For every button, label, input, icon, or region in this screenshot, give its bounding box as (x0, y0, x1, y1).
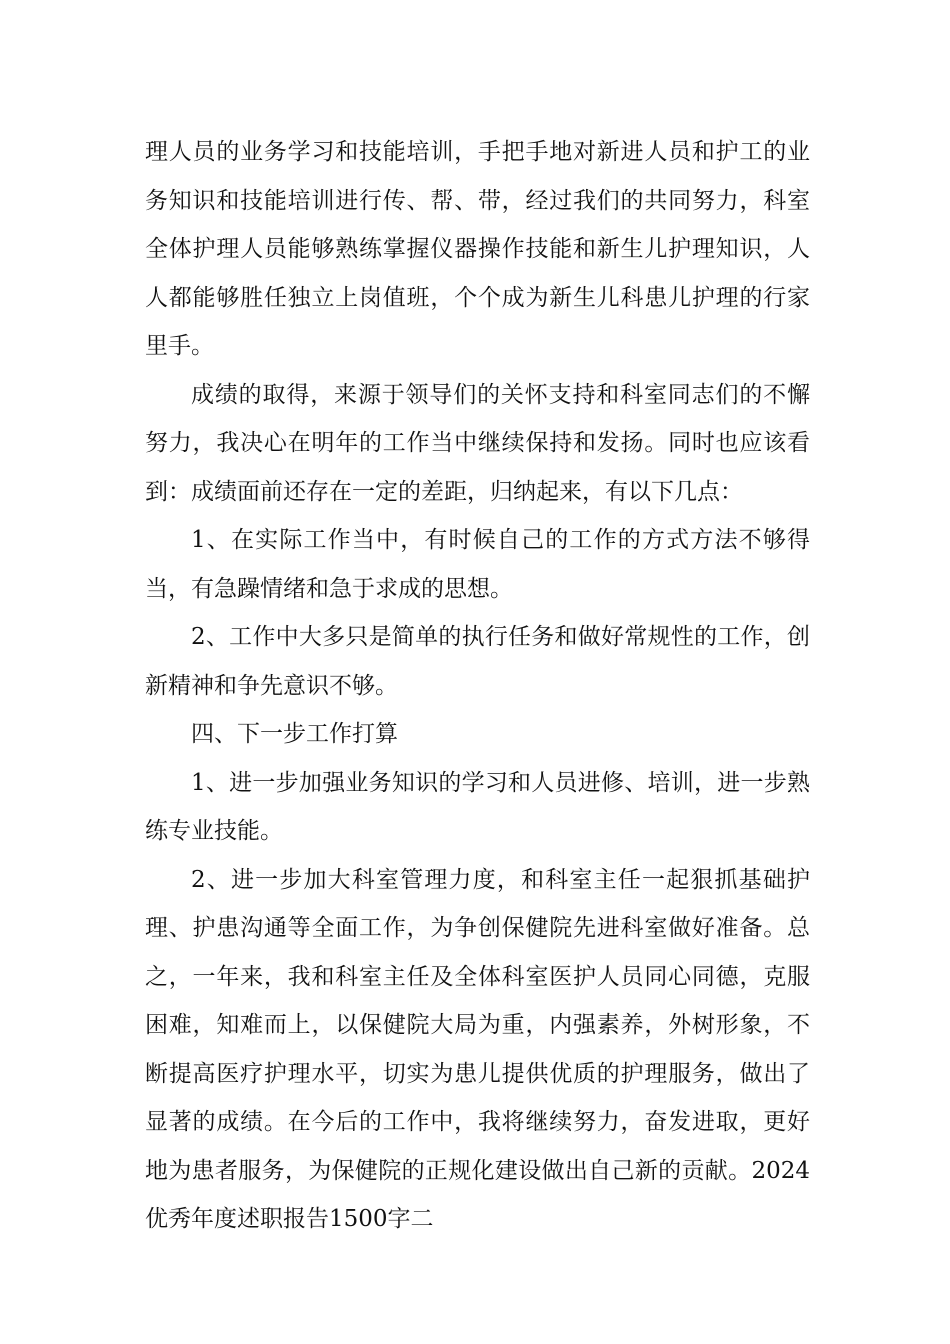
paragraph-plan-2: 2、进一步加大科室管理力度，和科室主任一起狠抓基础护理、护患沟通等全面工作，为争创保健院先进科室做好准备。总之，一年来，我和科室主任及全体科室医护人员同心同德，克服困难，知难而上，以保健院大局为重，内强素养，外树形象，不断提高医疗护理水平，切实为患儿提供优质的护理服务，做出了显著的成绩。在今后的工作中，我将继续努力，奋发进取，更好地为患者服务，为保健院的正规化建设做出自己新的贡献。2024优秀年度述职报告1500字二 (145, 866, 810, 1232)
section-heading-next-steps: 四、下一步工作打算 (191, 721, 398, 747)
document-body (145, 128, 810, 1244)
paragraph-continuation: 理人员的业务学习和技能培训，手把手地对新进人员和护工的业务知识和技能培训进行传、帮、带，经过我们的共同努力，科室全体护理人员能够熟练掌握仪器操作技能和新生儿护理知识，人人都能够胜任独立上岗值班，个个成为新生儿科患儿护理的行家里手。 (145, 139, 810, 359)
paragraph-plan-1: 1、进一步加强业务知识的学习和人员进修、培训，进一步熟练专业技能。 (145, 769, 810, 844)
paragraph-point-2: 2、工作中大多只是简单的执行任务和做好常规性的工作，创新精神和争先意识不够。 (145, 624, 810, 699)
paragraph-achievements: 成绩的取得，来源于领导们的关怀支持和科室同志们的不懈努力，我决心在明年的工作当中继续保持和发扬。同时也应该看到：成绩面前还存在一定的差距，归纳起来，有以下几点： (145, 381, 810, 505)
paragraph-point-1: 1、在实际工作当中，有时候自己的工作的方式方法不够得当，有急躁情绪和急于求成的思想。 (145, 527, 810, 602)
